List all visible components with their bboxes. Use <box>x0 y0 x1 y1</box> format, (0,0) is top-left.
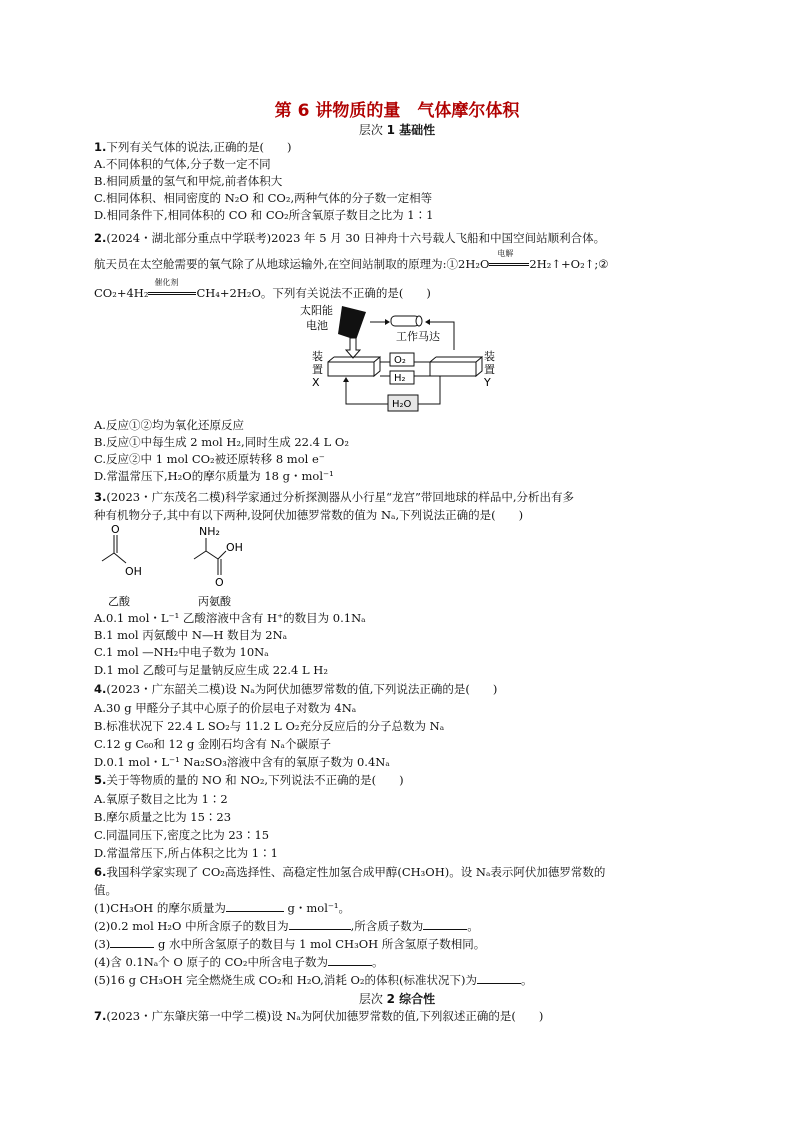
acetic-acid-structure <box>102 523 142 578</box>
q2-option-d: D.常温常压下,H₂O的摩尔质量为 18 g・mol⁻¹ <box>94 469 334 483</box>
q6-part1-blank[interactable] <box>226 900 284 912</box>
q2-stem-line2: 航天员在太空舱需要的氧气除了从地球运输外,在空间站制取的原理为:①2H₂O 电解 2H₂↑+O₂↑;② <box>94 256 714 272</box>
q3-stem-line2: 种有机物分子,其中有以下两种,设阿伏加德罗常数的值为 Nₐ,下列说法正确的是( ) <box>94 508 524 522</box>
motor-label: 工作马达 <box>396 330 440 343</box>
solar-label-2: 电池 <box>306 319 328 332</box>
device-y <box>430 362 476 376</box>
q7-stem: 7.(2023・广东肇庆第一中学二模)设 Nₐ为阿伏加德罗常数的值,下列叙述正确的是( ) <box>94 1009 544 1023</box>
svg-text:X: X <box>312 376 320 389</box>
q5-stem: 5.关于等物质的量的 NO 和 NO₂,下列说法不正确的是( ) <box>94 773 404 787</box>
q2-stem-line3: CO₂+4H₂ 催化剂 CH₄+2H₂O。下列有关说法不正确的是( ) <box>94 285 714 301</box>
q5-option-b: B.摩尔质量之比为 15∶23 <box>94 810 232 824</box>
q5-option-d: D.常温常压下,所占体积之比为 1∶1 <box>94 846 278 860</box>
q1-stem: 1.下列有关气体的说法,正确的是( ) <box>94 140 292 154</box>
svg-text:O: O <box>215 576 224 589</box>
q1-option-c: C.相同体积、相同密度的 N₂O 和 CO₂,两种气体的分子数一定相等 <box>94 191 433 205</box>
q3-option-b: B.1 mol 丙氨酸中 N—H 数目为 2Nₐ <box>94 628 288 642</box>
q6-part2: (2)0.2 mol H₂O 中所含原子的数目为 ,所含质子数为 。 <box>94 919 479 933</box>
q6-part5-blank[interactable] <box>477 972 521 984</box>
svg-text:装: 装 <box>484 350 495 363</box>
q6-part5: (5)16 g CH₃OH 完全燃烧生成 CO₂和 H₂O,消耗 O₂的体积(标准状况下)为 。 <box>94 973 533 987</box>
q6-part3: (3) g 水中所含氢原子的数目与 1 mol CH₃OH 所含氢原子数相同。 <box>94 937 486 951</box>
svg-text:置: 置 <box>312 363 323 376</box>
q6-stem-line1: 6.我国科学家实现了 CO₂高选择性、高稳定性加氢合成甲醇(CH₃OH)。设 Nₐ表示阿伏加德罗常数的 <box>94 865 606 879</box>
svg-text:NH₂: NH₂ <box>199 525 220 538</box>
space-station-diagram <box>290 300 520 412</box>
electrolysis-condition: 电解 <box>497 249 514 258</box>
q2-stem-line1: 2.(2024・湖北部分重点中学联考)2023 年 5 月 30 日神舟十六号载人飞船和中国空间站顺利合体。 <box>94 231 606 245</box>
svg-text:H₂O: H₂O <box>392 399 412 410</box>
q6-part2-blank-2[interactable] <box>423 918 467 930</box>
q2-option-a: A.反应①②均为氧化还原反应 <box>94 418 244 432</box>
q6-stem-line2: 值。 <box>94 883 117 897</box>
alanine-label: 丙氨酸 <box>198 595 231 608</box>
q1-option-b: B.相同质量的氢气和甲烷,前者体积大 <box>94 174 283 188</box>
q6-part2-blank-1[interactable] <box>289 918 351 930</box>
q4-option-a: A.30 g 甲醛分子其中心原子的价层电子对数为 4Nₐ <box>94 701 357 715</box>
q2-option-b: B.反应①中每生成 2 mol H₂,同时生成 22.4 L O₂ <box>94 435 349 449</box>
q2-option-c: C.反应②中 1 mol CO₂被还原转移 8 mol e⁻ <box>94 452 325 466</box>
svg-text:OH: OH <box>125 565 142 578</box>
motor-icon <box>391 316 419 326</box>
level-2-heading: 层次 2 综合性 <box>358 992 436 1006</box>
svg-text:O: O <box>111 523 120 536</box>
q1-option-d: D.相同条件下,相同体积的 CO 和 CO₂所含氧原子数目之比为 1∶1 <box>94 208 434 222</box>
solar-label-1: 太阳能 <box>300 304 333 317</box>
q5-option-c: C.同温同压下,密度之比为 23∶15 <box>94 828 270 842</box>
svg-text:OH: OH <box>226 541 243 554</box>
alanine-structure <box>194 525 243 589</box>
acetic-acid-label: 乙酸 <box>108 595 130 608</box>
q5-option-a: A.氧原子数目之比为 1∶2 <box>94 792 228 806</box>
svg-text:H₂: H₂ <box>394 373 406 384</box>
q4-option-d: D.0.1 mol・L⁻¹ Na₂SO₃溶液中含有的氧原子数为 0.4Nₐ <box>94 755 390 769</box>
q3-option-d: D.1 mol 乙酸可与足量钠反应生成 22.4 L H₂ <box>94 663 328 677</box>
device-x <box>328 362 374 376</box>
q1-option-a: A.不同体积的气体,分子数一定不同 <box>94 157 271 171</box>
q6-part1: (1)CH₃OH 的摩尔质量为 g・mol⁻¹。 <box>94 901 351 915</box>
svg-text:置: 置 <box>484 363 495 376</box>
svg-text:O₂: O₂ <box>394 355 406 366</box>
solar-panel-icon <box>338 306 366 340</box>
molecule-structures <box>94 523 274 609</box>
q3-stem-line1: 3.(2023・广东茂名二模)科学家通过分析探测器从小行星“龙宫”带回地球的样品中,分析出有多 <box>94 490 575 504</box>
q4-option-b: B.标准状况下 22.4 L SO₂与 11.2 L O₂充分反应后的分子总数为 Nₐ <box>94 719 445 733</box>
q3-option-a: A.0.1 mol・L⁻¹ 乙酸溶液中含有 H⁺的数目为 0.1Nₐ <box>94 611 366 625</box>
q6-part4: (4)含 0.1Nₐ个 O 原子的 CO₂中所含电子数为 。 <box>94 955 384 969</box>
q3-option-c: C.1 mol —NH₂中电子数为 10Nₐ <box>94 645 269 659</box>
q4-stem: 4.(2023・广东韶关二模)设 Nₐ为阿伏加德罗常数的值,下列说法正确的是( ) <box>94 682 498 696</box>
q4-option-c: C.12 g C₆₀和 12 g 金刚石均含有 Nₐ个碳原子 <box>94 737 331 751</box>
q6-part4-blank[interactable] <box>328 954 372 966</box>
catalyst-condition: 催化剂 <box>154 278 179 287</box>
q6-part3-blank[interactable] <box>110 936 154 948</box>
page-title: 第 6 讲物质的量 气体摩尔体积 <box>274 101 520 121</box>
level-1-heading: 层次 1 基础性 <box>358 123 436 137</box>
svg-text:Y: Y <box>484 376 491 389</box>
svg-text:装: 装 <box>312 350 323 363</box>
